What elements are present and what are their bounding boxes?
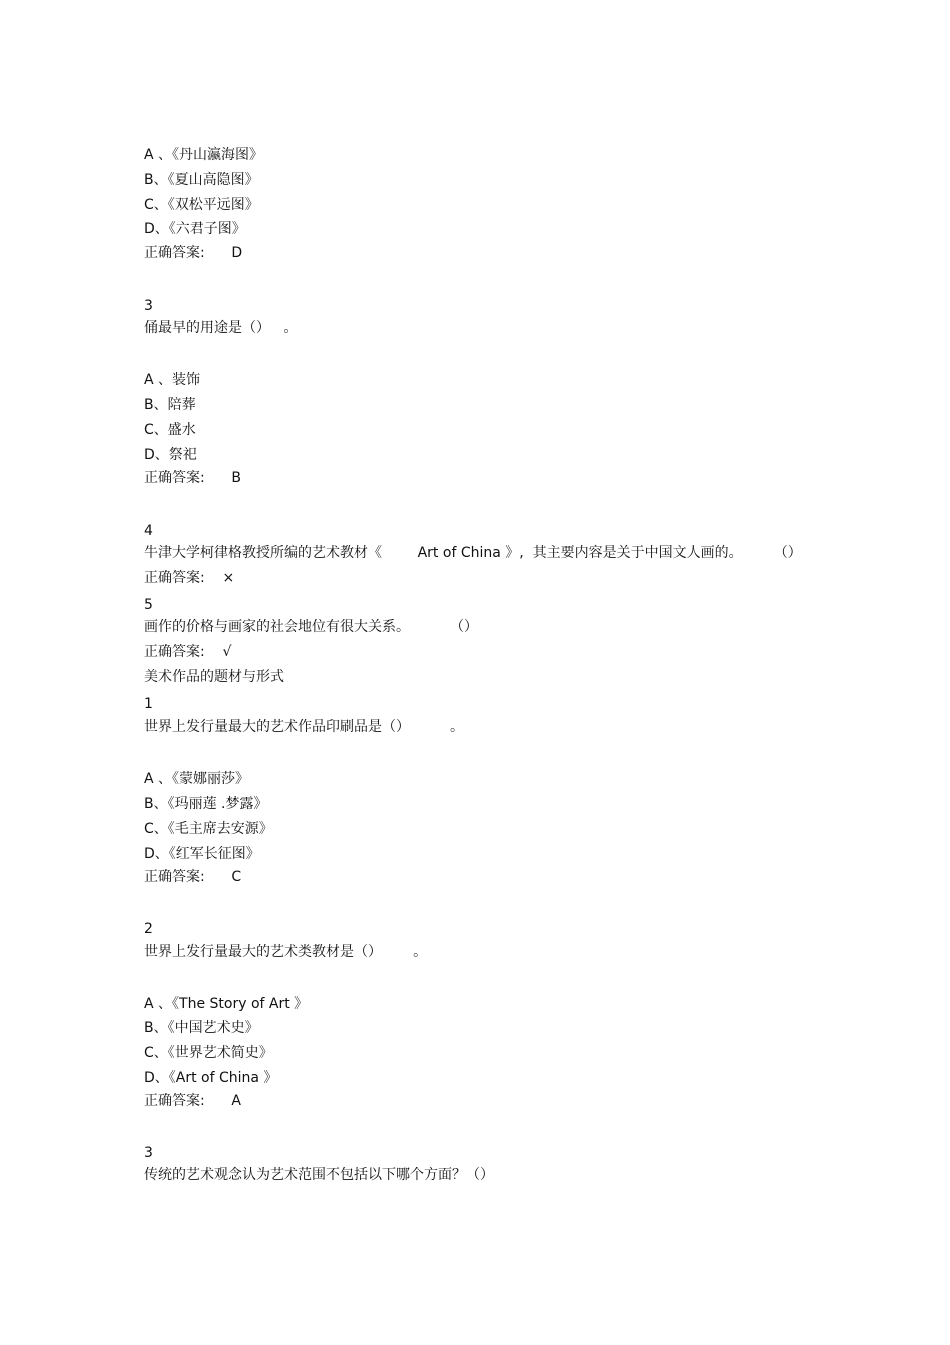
question-text: 传统的艺术观念认为艺术范围不包括以下哪个方面？（） [144, 1167, 494, 1183]
question-number: 3 [144, 298, 153, 314]
answer-line: 正确答案: × [144, 570, 235, 586]
section-heading: 美术作品的题材与形式 [144, 669, 284, 685]
answer-line: 正确答案: C [144, 869, 242, 885]
question-number: 4 [144, 523, 153, 539]
option-d: D、《红军长征图》 [144, 846, 260, 862]
answer-line: 正确答案: D [144, 245, 243, 261]
question-number: 2 [144, 921, 153, 937]
question-number: 5 [144, 597, 153, 613]
answer-line: 正确答案: B [144, 470, 242, 486]
option-a: A 、《蒙娜丽莎》 [144, 771, 250, 787]
option-b: B、《夏山高隐图》 [144, 172, 259, 188]
option-c: C、《世界艺术简史》 [144, 1045, 273, 1061]
option-b: B、《中国艺术史》 [144, 1020, 259, 1036]
option-a: A 、装饰 [144, 372, 201, 388]
option-c: C、《毛主席去安源》 [144, 821, 273, 837]
option-c: C、盛水 [144, 422, 196, 438]
option-b: B、《玛丽莲 .梦露》 [144, 796, 268, 812]
question-number: 1 [144, 696, 153, 712]
answer-line: 正确答案: A [144, 1093, 241, 1109]
answer-line: 正确答案: √ [144, 644, 232, 660]
question-text: 世界上发行量最大的艺术作品印刷品是（） 。 [144, 719, 465, 735]
question-text: 俑最早的用途是（） 。 [144, 320, 298, 336]
option-a: A 、《丹山瀛海图》 [144, 147, 264, 163]
option-b: B、陪葬 [144, 397, 196, 413]
question-text: 牛津大学柯律格教授所编的艺术教材《 Art of China 》, 其主要内容是关于中国文人画的。 （） [144, 545, 802, 561]
option-c: C、《双松平远图》 [144, 197, 259, 213]
option-d: D、祭祀 [144, 447, 197, 463]
question-text: 画作的价格与画家的社会地位有很大关系。 （） [144, 619, 479, 635]
option-d: D、《六君子图》 [144, 221, 246, 237]
question-text: 世界上发行量最大的艺术类教材是（） 。 [144, 944, 428, 960]
option-d: D、《Art of China 》 [144, 1070, 278, 1086]
question-number: 3 [144, 1145, 153, 1161]
option-a: A 、《The Story of Art 》 [144, 996, 309, 1012]
